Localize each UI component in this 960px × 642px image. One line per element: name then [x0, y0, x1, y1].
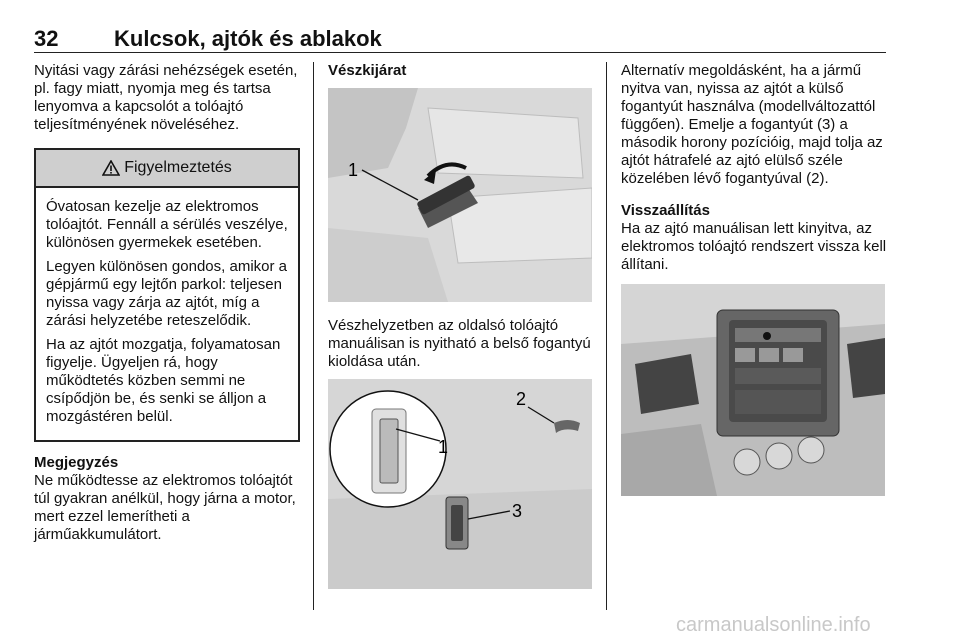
- warning-body: [36, 188, 298, 440]
- warning-paragraph: Óvatosan kezelje az elektromos tolóajtót. Fennáll a sérülés veszélye, különösen gyermekek esetében.: [46, 198, 288, 251]
- section-title-emergency-exit: Vészkijárat: [328, 62, 407, 79]
- warning-paragraph: Legyen különösen gondos, amikor a gépjármű egy lejtőn parkol: teljesen nyissa vagy zárja az ajtót, míg a zárási helyzetébe reteszelődik.: [46, 258, 287, 329]
- column-right: [621, 62, 887, 511]
- note-text: Ne működtesse az elektromos tolóajtót túl gyakran anélkül, hogy járna a motor, mert ezzel lemerítheti a járműakkumulátort.: [34, 472, 296, 543]
- section-title-reset: Visszaállítás: [621, 202, 710, 219]
- figure-label-1: 1: [438, 437, 449, 457]
- alternative-paragraph: Alternatív megoldásként, ha a jármű nyitva van, nyissa az ajtót a külső fogantyút használva (modellváltozattól függően). Emelje a fogantyút (3) a második horony pozícióig, majd tolja az ajtót hátrafelé az ajtó elülső széle közelében lévő fogantyúval (2).: [621, 62, 883, 187]
- warning-box: [34, 148, 300, 442]
- figure-interior-handle: [328, 88, 592, 302]
- intro-paragraph: Nyitási vagy zárási nehézségek esetén, pl. fagy miatt, nyomja meg és tartsa lenyomva a kapcsolót a tolóajtó teljesítményének növeléséhez.: [34, 62, 298, 133]
- warning-header: [36, 150, 298, 188]
- warning-triangle-icon: [102, 160, 120, 176]
- warning-title: Figyelmeztetés: [124, 159, 232, 176]
- column-middle: [328, 62, 594, 604]
- column-left: [34, 62, 300, 544]
- page-header: [34, 16, 886, 53]
- column-divider: [313, 62, 314, 610]
- figure-label-2: 2: [516, 389, 527, 409]
- figure-label-3: 3: [512, 501, 523, 521]
- figure-dashboard-switch: [621, 284, 885, 496]
- note-title: Megjegyzés: [34, 454, 119, 471]
- figure-door-handles: [328, 379, 592, 589]
- column-divider: [606, 62, 607, 610]
- page-number: 32: [34, 26, 59, 51]
- figure-label-1: 1: [348, 160, 359, 180]
- emergency-caption: Vészhelyzetben az oldalsó tolóajtó manuálisan is nyitható a belső fogantyú kioldása után.: [328, 317, 591, 370]
- warning-paragraph: Ha az ajtót mozgatja, folyamatosan figyelje. Ügyeljen rá, hogy működtetés közben semmi ne csípődjön be, és senki se álljon a mozgástéren belül.: [46, 336, 281, 425]
- reset-paragraph: Ha az ajtó manuálisan lett kinyitva, az elektromos tolóajtó rendszert vissza kell állítani.: [621, 220, 887, 273]
- chapter-title: Kulcsok, ajtók és ablakok: [114, 26, 382, 51]
- watermark: carmanualsonline.info: [676, 614, 871, 636]
